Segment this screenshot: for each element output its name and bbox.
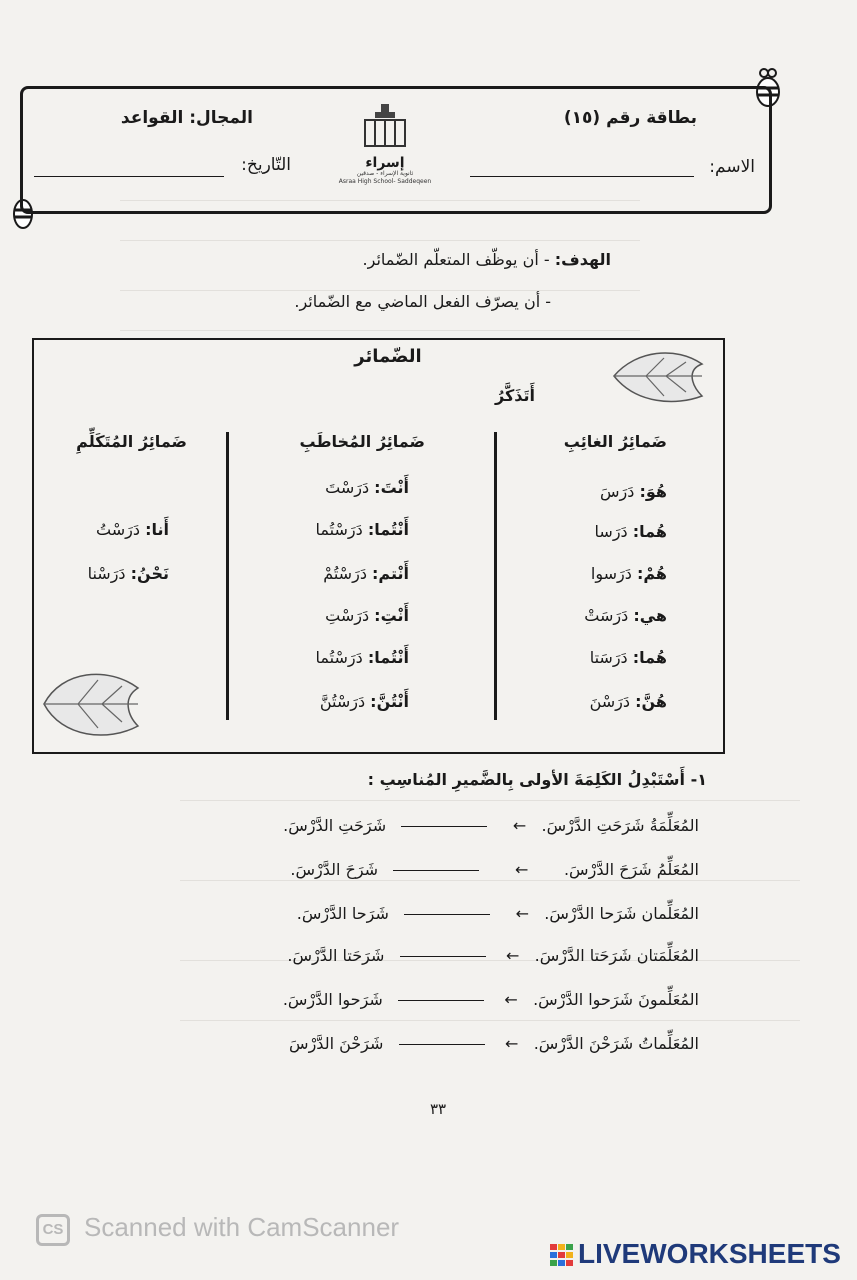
exercise-answer: شَرَحوا الدَّرْسَ. — [282, 990, 383, 1009]
second-person-row: أَنْتُنَّ: دَرَسْتُنَّ — [319, 692, 409, 711]
liveworksheets-brand: LIVEWORKSHEETS — [578, 1238, 841, 1269]
page-number: ٣٣ — [430, 1100, 447, 1118]
exercise-instruction: ١- أَسْتَبْدِلُ الكَلِمَةَ الأولى بِالضَّميرِ المُناسِبِ : — [367, 770, 707, 789]
second-person-row: أَنْتُما: دَرَسْتُما — [315, 648, 409, 667]
answer-blank[interactable] — [398, 1000, 484, 1001]
name-label: الاسم: — [709, 157, 755, 177]
date-label: التّاريخ: — [241, 155, 291, 175]
card-title: بطاقة رقم (١٥) — [563, 108, 697, 128]
column-divider — [494, 432, 497, 720]
exercise-answer: شَرَحْنَ الدَّرْسَ — [289, 1034, 384, 1053]
third-person-row: هُما: دَرَسَتا — [589, 648, 667, 667]
arrow-icon: ← — [512, 816, 527, 835]
exercise-sentence: المُعَلِّماتُ شَرَحْنَ الدَّرْسَ. — [533, 1034, 699, 1053]
pronouns-title: الضّمائر — [354, 346, 422, 367]
goal-label: الهدف: — [554, 250, 611, 269]
leaf-icon — [38, 664, 144, 744]
heading-second-person: ضَمائِرُ المُخاطَبِ — [299, 432, 425, 451]
camscanner-badge: CS — [36, 1214, 70, 1246]
arrow-icon: ← — [515, 904, 530, 923]
goal-line-1 — [363, 250, 611, 269]
column-divider — [226, 432, 229, 720]
exercise-answer: شَرَحَتا الدَّرْسَ. — [287, 946, 385, 965]
second-person-row: أَنْتَ: دَرَسْتَ — [325, 478, 409, 497]
answer-blank[interactable] — [404, 914, 490, 915]
third-person-row: هُمْ: دَرَسوا — [590, 564, 667, 583]
camscanner-watermark: Scanned with CamScanner — [84, 1212, 400, 1242]
liveworksheets-logo-icon — [550, 1244, 574, 1266]
exercise-row — [297, 904, 699, 923]
logo-subtitle-ar: ثانوية الإسراء - صدقين — [356, 170, 414, 177]
third-person-row: هي: دَرَسَتْ — [584, 606, 667, 625]
third-person-row: هُما: دَرَسا — [594, 522, 667, 541]
second-person-row: أَنْتُما: دَرَسْتُما — [315, 520, 409, 539]
answer-blank[interactable] — [399, 1044, 485, 1045]
goal-1: - أن يوظّف المتعلّم الضّمائر. — [362, 250, 550, 269]
first-person-row: نَحْنُ: دَرَسْنا — [87, 564, 169, 583]
goal-2: - أن يصرّف الفعل الماضي مع الضّمائر. — [294, 292, 551, 311]
exercise-sentence: المُعَلِّمان شَرَحا الدَّرْسَ. — [544, 904, 699, 923]
remember-label: أَتَذَكَّرُ — [495, 386, 535, 405]
answer-blank[interactable] — [401, 826, 487, 827]
logo-subtitle-en: Asraa High School- Saddeqeen — [338, 178, 432, 185]
exercise-row — [290, 860, 699, 879]
exercise-row — [289, 1034, 699, 1053]
school-logo-icon — [355, 102, 415, 152]
leaf-icon — [606, 346, 710, 408]
arrow-icon: ← — [504, 990, 518, 1009]
school-logo — [320, 102, 450, 198]
exercise-row — [283, 990, 699, 1009]
exercise-row — [283, 816, 699, 835]
exercise-sentence: المُعَلِّمَةُ شَرَحَتِ الدَّرْسَ. — [541, 816, 699, 835]
second-person-row: أَنْتِ: دَرَسْتِ — [325, 606, 409, 625]
heading-first-person: ضَمائِرُ المُتَكَلِّمِ — [76, 432, 187, 451]
arrow-icon: ← — [505, 946, 520, 965]
exercise-sentence: المُعَلِّمَتان شَرَحَتا الدَّرْسَ. — [534, 946, 699, 965]
exercise-row — [287, 946, 699, 965]
date-input-line[interactable] — [34, 176, 224, 177]
second-person-row: أَنْتم: دَرَسْتُمْ — [323, 564, 409, 583]
third-person-row: هُوَ: دَرَسَ — [599, 482, 667, 501]
first-person-row: أَنا: دَرَسْتُ — [96, 520, 169, 539]
domain-label: المجال: القواعد — [120, 108, 253, 128]
arrow-icon: ← — [505, 1034, 519, 1053]
answer-blank[interactable] — [393, 870, 479, 871]
answer-blank[interactable] — [400, 956, 486, 957]
exercise-sentence: المُعَلِّمُ شَرَحَ الدَّرْسَ. — [563, 860, 699, 879]
arrow-icon: ← — [514, 860, 529, 879]
name-input-line[interactable] — [470, 176, 694, 177]
goal-line-2 — [294, 292, 551, 311]
exercise-answer: شَرَحَتِ الدَّرْسَ. — [283, 816, 387, 835]
heading-third-person: ضَمائِرُ الغائِبِ — [563, 432, 667, 451]
logo-text: إسراء — [365, 155, 405, 171]
exercise-answer: شَرَحَ الدَّرْسَ. — [290, 860, 379, 879]
third-person-row: هُنَّ: دَرَسْنَ — [589, 692, 667, 711]
exercise-sentence: المُعَلِّمونَ شَرَحوا الدَّرْسَ. — [533, 990, 699, 1009]
exercise-answer: شَرَحا الدَّرْسَ. — [296, 904, 389, 923]
